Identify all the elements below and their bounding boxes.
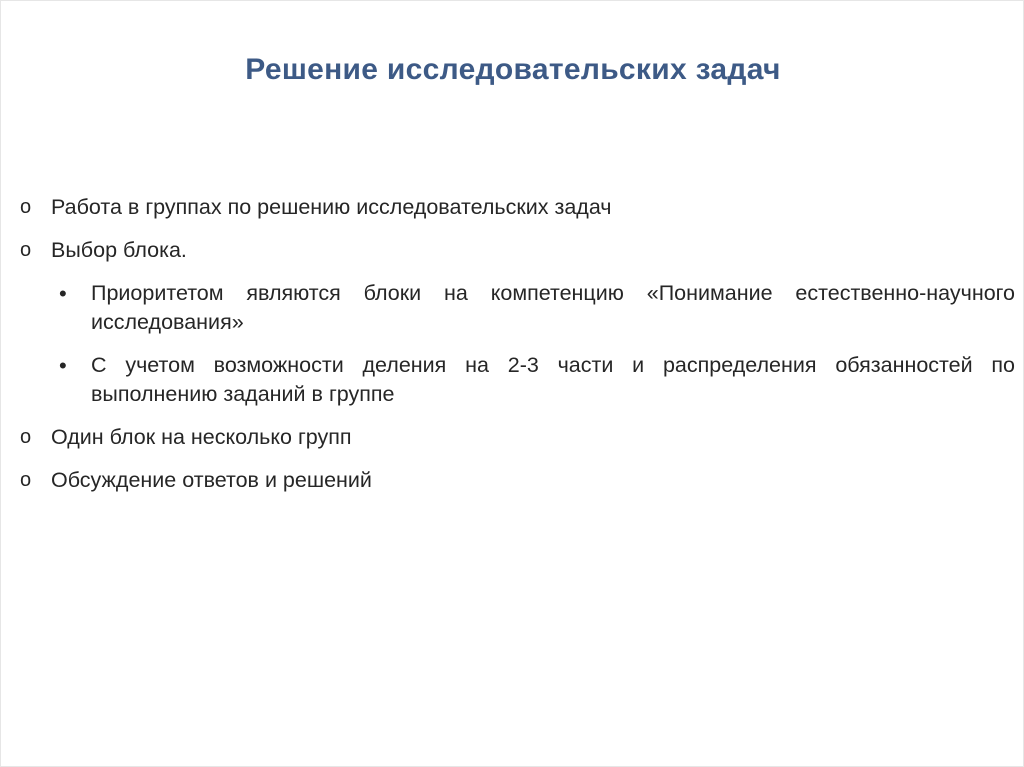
hollow-circle-bullet-icon: o xyxy=(20,426,32,448)
slide-title: Решение исследовательских задач xyxy=(245,53,781,86)
hollow-circle-bullet-icon: o xyxy=(20,196,32,218)
dot-bullet-icon: • xyxy=(59,353,67,378)
sub-bullet-item xyxy=(15,279,1015,337)
sub-bullet-text: Приоритетом являются блоки на компетенцию «Понимание естественно-научного исследования» xyxy=(91,281,1015,334)
hollow-circle-bullet-icon: o xyxy=(20,469,32,491)
bullet-list xyxy=(15,193,1015,509)
bullet-item xyxy=(15,423,1015,452)
bullet-item xyxy=(15,236,1015,265)
bullet-text: Один блок на несколько групп xyxy=(51,425,352,449)
bullet-item xyxy=(15,193,1015,222)
bullet-text: Обсуждение ответов и решений xyxy=(51,468,372,492)
sub-bullet-item xyxy=(15,351,1015,409)
sub-bullet-text: С учетом возможности деления на 2-3 части и распределения обязанностей по выполнению заданий в группе xyxy=(91,353,1015,406)
bullet-text: Работа в группах по решению исследовательских задач xyxy=(51,195,612,219)
dot-bullet-icon: • xyxy=(59,281,67,306)
bullet-item xyxy=(15,466,1015,495)
hollow-circle-bullet-icon: o xyxy=(20,239,32,261)
bullet-text: Выбор блока. xyxy=(51,238,187,262)
